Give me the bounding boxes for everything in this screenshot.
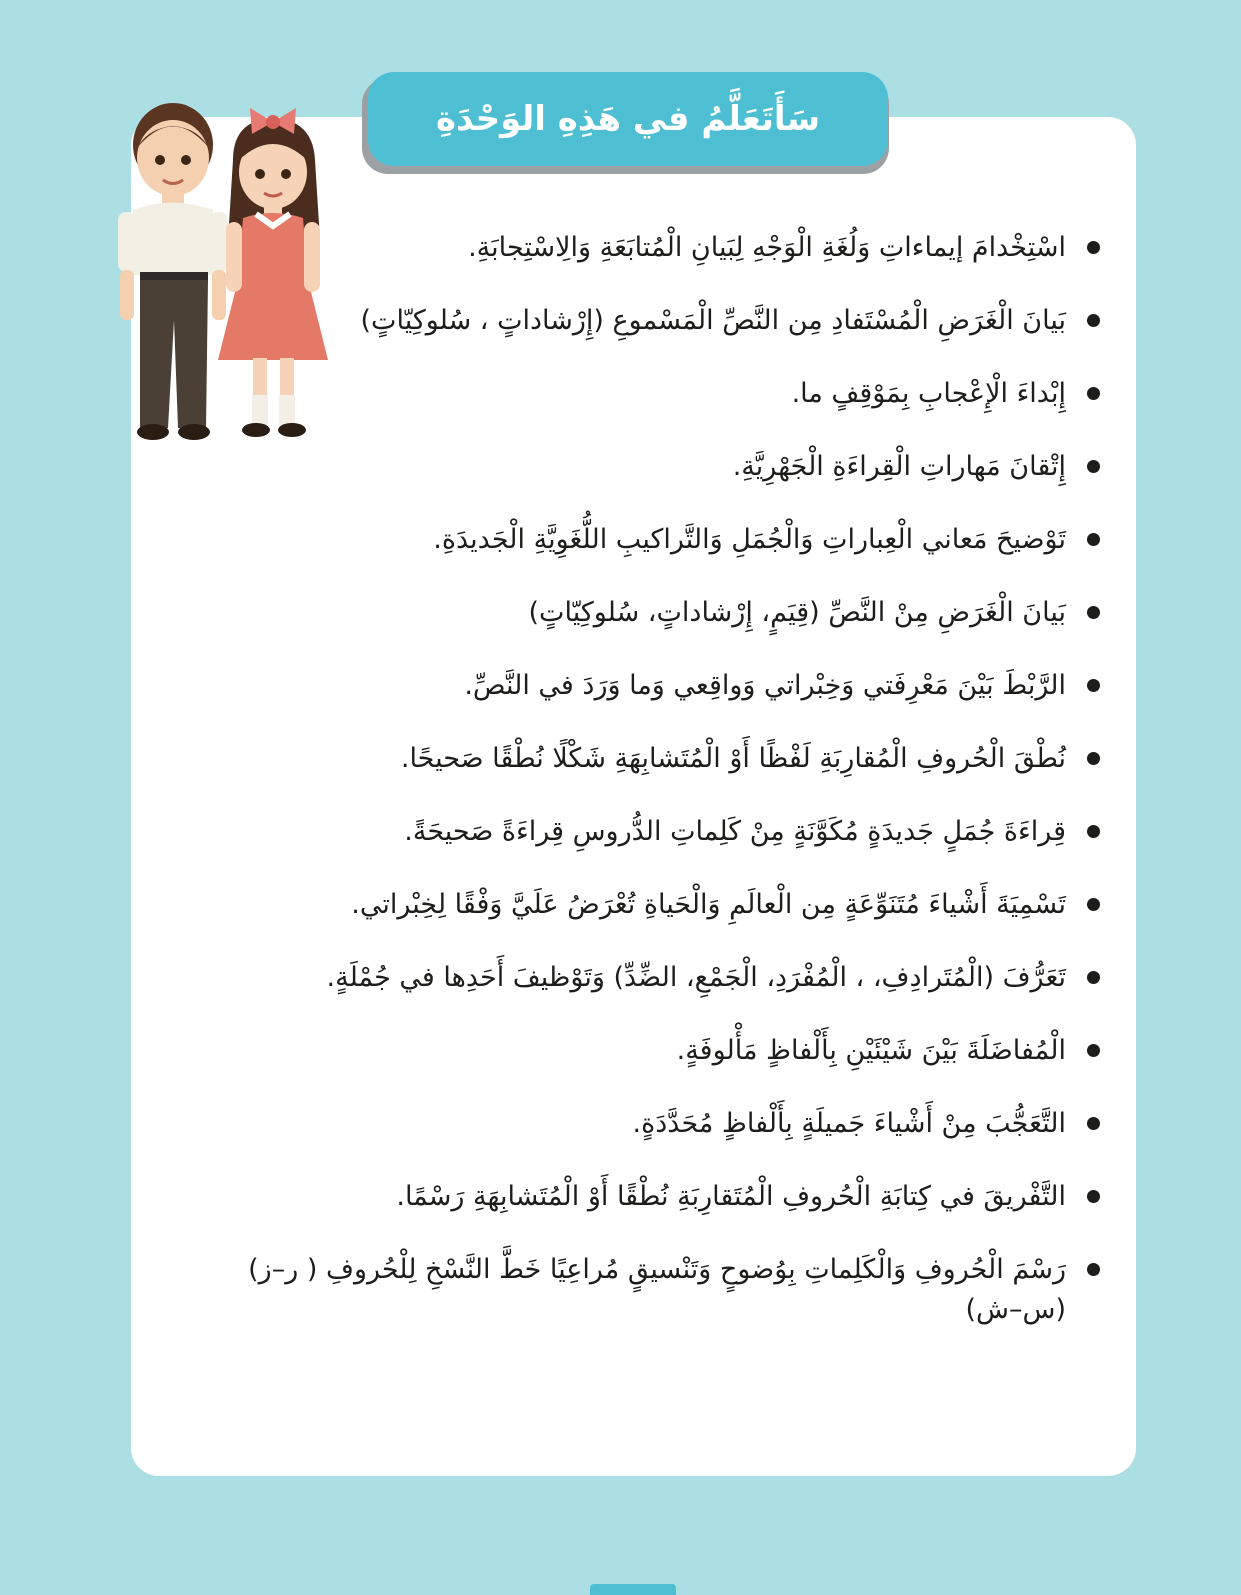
bullet-icon [1087, 606, 1100, 619]
objective-text: بَيانَ الْغَرَضِ الْمُسْتَفادِ مِن النَّصِّ الْمَسْموعِ (إِرْشاداتٍ ، سُلوكِيّاتٍ) [360, 305, 1066, 336]
bullet-icon [1087, 752, 1100, 765]
bullet-icon [1087, 971, 1100, 984]
objective-text: رَسْمَ الْحُروفِ وَالْكَلِماتِ بِوُضوحٍ وَتَنْسيقٍ مُراعِيًا خَطَّ النَّسْخِ لِلْحُروفِ ( ر–ز) (س–ش) [248, 1254, 1066, 1325]
list-item [220, 666, 1100, 706]
list-item [220, 447, 1100, 487]
objective-text: تَوْضيحَ مَعاني الْعِباراتِ وَالْجُمَلِ وَالتَّراكيبِ اللُّغَوِيَّةِ الْجَديدَةِ. [433, 524, 1066, 555]
objective-text: نُطْقَ الْحُروفِ الْمُقارِبَةِ لَفْظًا أَوْ الْمُتَشابِهَةِ شَكْلًا نُطْقًا صَحيحًا. [400, 743, 1066, 774]
bullet-icon [1087, 241, 1100, 254]
list-item [220, 301, 1100, 341]
objective-text: الْمُفاضَلَةَ بَيْنَ شَيْئَيْنِ بِأَلْفاظٍ مَأْلوفَةٍ. [676, 1035, 1066, 1066]
page-tab [590, 1584, 676, 1595]
bullet-icon [1087, 460, 1100, 473]
bullet-icon [1087, 314, 1100, 327]
objective-text: قِراءَةَ جُمَلٍ جَديدَةٍ مُكَوَّنَةٍ مِنْ كَلِماتِ الدُّروسِ قِراءَةً صَحيحَةً. [404, 816, 1066, 847]
list-item [220, 228, 1100, 268]
objective-text: اسْتِخْدامَ إيماءاتِ وَلُغَةِ الْوَجْهِ لِبَيانِ الْمُتابَعَةِ وَالِاسْتِجابَةِ. [468, 232, 1066, 263]
bullet-icon [1087, 679, 1100, 692]
objective-text: التَّفْريقَ في كِتابَةِ الْحُروفِ الْمُتَقارِبَةِ نُطْقًا أَوْ الْمُتَشابِهَةِ رَسْمًا. [396, 1181, 1066, 1212]
objective-text: التَّعَجُّبَ مِنْ أَشْياءَ جَميلَةٍ بِأَلْفاظٍ مُحَدَّدَةٍ. [632, 1108, 1066, 1139]
bullet-icon [1087, 387, 1100, 400]
list-item [220, 1177, 1100, 1217]
list-item [220, 739, 1100, 779]
list-item [220, 520, 1100, 560]
bullet-icon [1087, 1117, 1100, 1130]
list-item [220, 374, 1100, 414]
objective-text: إِتْقانَ مَهاراتِ الْقِراءَةِ الْجَهْرِيَّةِ. [732, 451, 1066, 482]
list-item [220, 1031, 1100, 1071]
bullet-icon [1087, 898, 1100, 911]
list-item [220, 958, 1100, 998]
objective-text: الرَّبْطَ بَيْنَ مَعْرِفَتي وَخِبْراتي وَواقِعي وَما وَرَدَ في النَّصِّ. [464, 670, 1066, 701]
unit-title-banner [368, 72, 888, 166]
objective-text: إِبْداءَ الْإِعْجابِ بِمَوْقِفٍ ما. [791, 378, 1066, 409]
objective-text: بَيانَ الْغَرَضِ مِنْ النَّصِّ (قِيَمٍ، إِرْشاداتٍ، سُلوكِيّاتٍ) [528, 597, 1066, 628]
bullet-icon [1087, 1263, 1100, 1276]
bullet-icon [1087, 825, 1100, 838]
list-item [220, 812, 1100, 852]
list-item [220, 885, 1100, 925]
unit-title: سَأَتَعَلَّمُ في هَذِهِ الوَحْدَةِ [435, 99, 821, 139]
objective-text: تَسْمِيَةَ أَشْياءَ مُتَنَوِّعَةٍ مِن الْعالَمِ وَالْحَياةِ تُعْرَضُ عَلَيَّ وَفْقًا لِخِبْراتي. [351, 889, 1066, 920]
learning-objectives-list [220, 228, 1100, 1363]
bullet-icon [1087, 533, 1100, 546]
bullet-icon [1087, 1044, 1100, 1057]
list-item [220, 1250, 1100, 1330]
list-item [220, 593, 1100, 633]
bullet-icon [1087, 1190, 1100, 1203]
boy-figure [118, 103, 228, 440]
objective-text: تَعَرُّفَ (الْمُتَرادِفِ، ، الْمُفْرَدِ، الْجَمْعِ، الضِّدِّ) وَتَوْظيفَ أَحَدِها في جُمْلَةٍ. [326, 962, 1066, 993]
list-item [220, 1104, 1100, 1144]
